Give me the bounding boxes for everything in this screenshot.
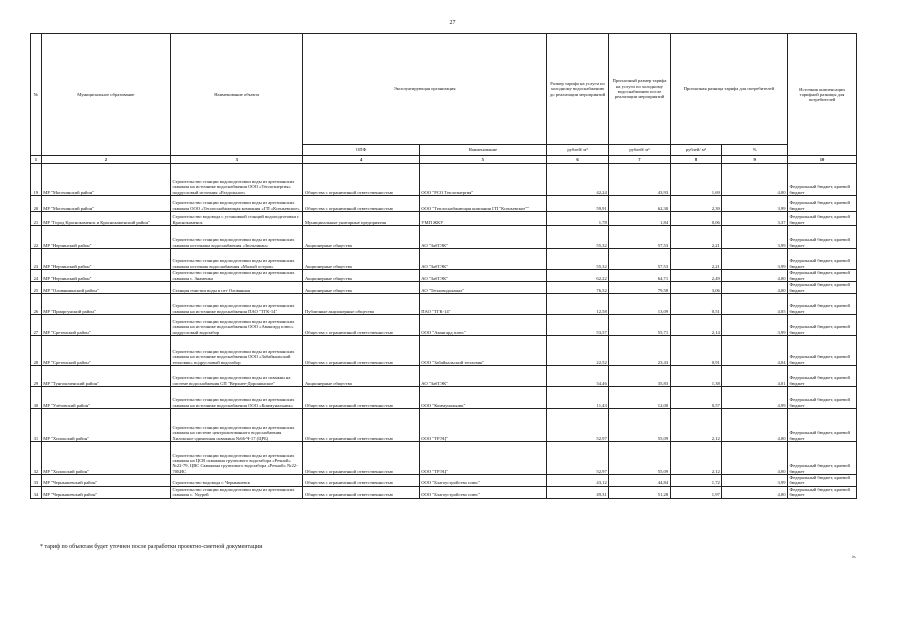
header-source: Источник компенсации тарифной разницы для потребителей <box>788 34 857 156</box>
tariff-current-cell: 43,12 <box>546 475 608 487</box>
diff-percent-cell: 3,99 <box>722 315 788 336</box>
source-cell: Федеральный бюджет, краевой бюджет <box>788 366 857 387</box>
object-cell: Строительство водовода г. Чернышевск <box>170 475 302 487</box>
header-num: № <box>31 34 42 156</box>
operator-name-cell: АО "ЗабТЭК" <box>419 366 546 387</box>
tariff-forecast-cell: 23,43 <box>609 336 670 366</box>
table-row <box>31 315 857 336</box>
opf-cell: Публичные акционерные общества <box>303 294 419 315</box>
diff-percent-cell: 4,04 <box>722 336 788 366</box>
object-cell: Станция очистки воды в пгт Оловянная <box>170 282 302 294</box>
opf-cell: Общества с ограниченной ответственностью <box>303 387 419 409</box>
tariff-current-cell: 55,32 <box>546 226 608 249</box>
diff-rub-cell: 1,72 <box>670 475 722 487</box>
header-unit-diff: рублей/ м³ <box>670 145 722 156</box>
col-number: 5 <box>419 156 546 164</box>
municipality-cell: МР "Хилокский район" <box>41 442 170 475</box>
diff-percent-cell: 3,99 <box>722 226 788 249</box>
col-number: 4 <box>303 156 419 164</box>
source-cell: Федеральный бюджет, краевой бюджет <box>788 212 857 226</box>
opf-cell: Акционерные общества <box>303 282 419 294</box>
opf-cell: Акционерные общества <box>303 366 419 387</box>
object-cell: Строительство станции водоподготовки воды из артезианских скважин источника водоснабжения «Зюльзикан» <box>170 226 302 249</box>
row-number: 34 <box>31 486 42 498</box>
opf-cell: Акционерные общества <box>303 249 419 270</box>
row-number: 22 <box>31 226 42 249</box>
col-number: 8 <box>670 156 722 164</box>
row-number: 33 <box>31 475 42 487</box>
diff-rub-cell: 0,57 <box>670 387 722 409</box>
operator-name-cell: ООО "Теплоснабжающая компания ГП "Ксеньевское"" <box>419 196 546 212</box>
tariff-forecast-cell: 64,71 <box>609 270 670 282</box>
diff-percent-cell: 4,00 <box>722 442 788 475</box>
source-cell: Федеральный бюджет, краевой бюджет <box>788 442 857 475</box>
municipality-cell: МР "Приаргунский район" <box>41 294 170 315</box>
object-cell: Строительство станции водоподготовки воды из артезианских скважин на системе централизованного водоснабжения Хилокское одиночная скважина №66-Ч-17 (ЦРБ) <box>170 409 302 442</box>
tariff-forecast-cell: 12,00 <box>609 387 670 409</box>
opf-cell: Муниципальные унитарные предприятия <box>303 212 419 226</box>
operator-name-cell: ООО "ТРЭЦ" <box>419 409 546 442</box>
object-cell: Строительство станции водоподготовки воды из артезианских скважин с. Знаменка <box>170 270 302 282</box>
row-number: 30 <box>31 387 42 409</box>
header-unit-current: рублей/ м³ <box>546 145 608 156</box>
tariff-current-cell: 34,46 <box>546 366 608 387</box>
diff-rub-cell: 2,49 <box>670 270 722 282</box>
operator-name-cell: ООО "Забайкальский тепловик" <box>419 336 546 366</box>
row-number: 19 <box>31 164 42 196</box>
table-row <box>31 442 857 475</box>
tariff-current-cell: 53,57 <box>546 315 608 336</box>
header-operator: Эксплуатирующая организация <box>303 34 546 145</box>
diff-rub-cell: 2,14 <box>670 315 722 336</box>
row-number: 23 <box>31 249 42 270</box>
opf-cell: Общества с ограниченной ответственностью <box>303 196 419 212</box>
municipality-cell: МР "Тунгокоченский район" <box>41 366 170 387</box>
diff-percent-cell: 4,00 <box>722 409 788 442</box>
object-cell: Строительство станции водоподготовки воды из скважин на системе водоснабжения СП "Верхнее-Доронинское" <box>170 366 302 387</box>
source-cell: Федеральный бюджет, краевой бюджет <box>788 387 857 409</box>
operator-name-cell: ООО "РСО Теплоэнергия" <box>419 164 546 196</box>
opf-cell: Общества с ограниченной ответственностью <box>303 475 419 487</box>
opf-cell: Общества с ограниченной ответственностью <box>303 486 419 498</box>
diff-percent-cell: 4,00 <box>722 164 788 196</box>
row-number: 26 <box>31 294 42 315</box>
tariff-forecast-cell: 43,93 <box>609 164 670 196</box>
object-cell: Строительство станции водоподготовки воды из артезианских скважин на источнике водоснабжения ООО «Авангард плюс» подрусловый водозабор <box>170 315 302 336</box>
table-row <box>31 196 857 212</box>
tariff-current-cell: 76,52 <box>546 282 608 294</box>
object-cell: Строительство станции водоподготовки воды из артезианских скважин источник водоснабжения «Малый остров» <box>170 249 302 270</box>
header-diff: Прогнозная разница тарифа для потребителей <box>670 34 787 145</box>
municipality-cell: МР "Улётовский район" <box>41 387 170 409</box>
object-cell: Строительство станции водоподготовки воды из артезианских скважин на источнике водоснабжения ООО «Коммунальник» <box>170 387 302 409</box>
footnote: * тариф по объектам будет уточнен после разработки проектно-сметной документации <box>40 544 263 550</box>
diff-rub-cell: 2,21 <box>670 249 722 270</box>
table-row <box>31 270 857 282</box>
diff-percent-cell: 3,99 <box>722 249 788 270</box>
operator-name-cell: ООО "Благоустройство плюс" <box>419 486 546 498</box>
source-cell: Федеральный бюджет, краевой бюджет <box>788 249 857 270</box>
source-cell: Федеральный бюджет, краевой бюджет <box>788 270 857 282</box>
diff-percent-cell: 4,00 <box>722 282 788 294</box>
col-number: 2 <box>41 156 170 164</box>
diff-rub-cell: 2,39 <box>670 196 722 212</box>
tariff-forecast-cell: 62,30 <box>609 196 670 212</box>
tariff-current-cell: 1,78 <box>546 212 608 226</box>
row-number: 24 <box>31 270 42 282</box>
diff-percent-cell: 3,37 <box>722 212 788 226</box>
row-number: 29 <box>31 366 42 387</box>
tariff-forecast-cell: 35,83 <box>609 366 670 387</box>
municipality-cell: МР "Чернышевский район" <box>41 475 170 487</box>
header-tariff-forecast: Прогнозный размер тарифа на услуги по холодному водоснабжению после реализации мероприятий <box>609 34 670 145</box>
tariff-forecast-cell: 55,09 <box>609 442 670 475</box>
municipality-cell: МР "Могочинский район" <box>41 164 170 196</box>
opf-cell: Общества с ограниченной ответственностью <box>303 336 419 366</box>
object-cell: Строительство станции водоподготовки воды из артезианских скважин с. Укурей <box>170 486 302 498</box>
municipality-cell: МР "Нерчинский район" <box>41 226 170 249</box>
header-opf: ОПФ <box>303 145 419 156</box>
col-number: 7 <box>609 156 670 164</box>
source-cell: Федеральный бюджет, краевой бюджет <box>788 294 857 315</box>
municipality-cell: МР "Нерчинский район" <box>41 249 170 270</box>
table-row <box>31 336 857 366</box>
tariff-current-cell: 22,52 <box>546 336 608 366</box>
row-number: 32 <box>31 442 42 475</box>
table-row <box>31 226 857 249</box>
tariff-current-cell: 11,43 <box>546 387 608 409</box>
table-row <box>31 366 857 387</box>
table-row <box>31 249 857 270</box>
opf-cell: Общества с ограниченной ответственностью <box>303 409 419 442</box>
table-row <box>31 409 857 442</box>
row-number: 27 <box>31 315 42 336</box>
operator-name-cell: УМП ЖКУ <box>419 212 546 226</box>
row-number: 25 <box>31 282 42 294</box>
diff-percent-cell: 4,01 <box>722 366 788 387</box>
header-object: Наименование объекта <box>170 34 302 156</box>
col-number: 3 <box>170 156 302 164</box>
table-row <box>31 212 857 226</box>
tariff-current-cell: 52,97 <box>546 442 608 475</box>
col-number: 10 <box>788 156 857 164</box>
table-row <box>31 164 857 196</box>
object-cell: Строительство станции водоподготовки воды из артезианских скважин на ЦСВ скважина группового водозабора «Речной» №22-79, ЦВС Скважина группового водозабора «Речной» №22-70БИС <box>170 442 302 475</box>
table-row <box>31 387 857 409</box>
page-number: 27 <box>449 20 456 26</box>
object-cell: Строительство станции водоподготовки воды из артезианских скважин на источнике водоснабжения ООО «Теплоэнергия» подрусловый источник «Раздольное» <box>170 164 302 196</box>
tariff-forecast-cell: 57,53 <box>609 226 670 249</box>
row-number: 20 <box>31 196 42 212</box>
diff-rub-cell: 1,69 <box>670 164 722 196</box>
diff-rub-cell: 1,38 <box>670 366 722 387</box>
col-number: 9 <box>722 156 788 164</box>
opf-cell: Общества с ограниченной ответственностью <box>303 164 419 196</box>
source-cell: Федеральный бюджет, краевой бюджет <box>788 409 857 442</box>
source-cell: Федеральный бюджет, краевой бюджет <box>788 336 857 366</box>
tariff-current-cell: 59,91 <box>546 196 608 212</box>
opf-cell: Акционерные общества <box>303 270 419 282</box>
tariff-forecast-cell: 55,09 <box>609 409 670 442</box>
diff-rub-cell: 1,97 <box>670 486 722 498</box>
table-row <box>31 282 857 294</box>
tariff-forecast-cell: 51,28 <box>609 486 670 498</box>
operator-name-cell: АО "ЗабТЭК" <box>419 270 546 282</box>
diff-rub-cell: 2,21 <box>670 226 722 249</box>
tariff-forecast-cell: 57,53 <box>609 249 670 270</box>
header-municipality: Муниципальное образование <box>41 34 170 156</box>
col-number: 6 <box>546 156 608 164</box>
col-number: 1 <box>31 156 42 164</box>
header-name: Наименование <box>419 145 546 156</box>
municipality-cell: МР "Нерчинский район" <box>41 270 170 282</box>
tariff-current-cell: 55,32 <box>546 249 608 270</box>
object-cell: Строительство станции водоподготовки воды из артезианских скважин ООО «Теплоснабжающая компания «ГП «Ксеньевское» <box>170 196 302 212</box>
diff-rub-cell: 0,51 <box>670 294 722 315</box>
diff-rub-cell: 0,91 <box>670 336 722 366</box>
tariff-table <box>30 33 857 499</box>
tariff-forecast-cell: 13,09 <box>609 294 670 315</box>
tariff-current-cell: 52,97 <box>546 409 608 442</box>
diff-percent-cell: 4,00 <box>722 486 788 498</box>
diff-rub-cell: 2,12 <box>670 442 722 475</box>
tariff-forecast-cell: 55,71 <box>609 315 670 336</box>
row-number: 21 <box>31 212 42 226</box>
table-row <box>31 475 857 487</box>
operator-name-cell: АО "ЗабТЭК" <box>419 249 546 270</box>
header-percent: % <box>722 145 788 156</box>
object-cell: Строительство станции водоподготовки воды из артезианских скважин на источнике водоснабжения ООО «Забайкальский тепловик» подрусловый водозабор <box>170 336 302 366</box>
diff-percent-cell: 3,99 <box>722 475 788 487</box>
diff-rub-cell: 2,12 <box>670 409 722 442</box>
diff-percent-cell: 4,99 <box>722 387 788 409</box>
tariff-forecast-cell: 44,84 <box>609 475 670 487</box>
operator-name-cell: ООО "Авангард плюс" <box>419 315 546 336</box>
operator-name-cell: АО "Тепловодоканал" <box>419 282 546 294</box>
tariff-current-cell: 49,31 <box>546 486 608 498</box>
table-row <box>31 294 857 315</box>
header-unit-forecast: рублей/ м³ <box>609 145 670 156</box>
municipality-cell: МР "Сретенский район" <box>41 336 170 366</box>
tariff-current-cell: 42,24 <box>546 164 608 196</box>
tariff-current-cell: 12,58 <box>546 294 608 315</box>
closing-quote: ». <box>852 554 857 560</box>
opf-cell: Акционерные общества <box>303 226 419 249</box>
operator-name-cell: ООО "Коммунальник" <box>419 387 546 409</box>
diff-percent-cell: 4,05 <box>722 294 788 315</box>
tariff-current-cell: 62,22 <box>546 270 608 282</box>
source-cell: Федеральный бюджет, краевой бюджет <box>788 486 857 498</box>
opf-cell: Общества с ограниченной ответственностью <box>303 315 419 336</box>
source-cell: Федеральный бюджет, краевой бюджет <box>788 475 857 487</box>
row-number: 31 <box>31 409 42 442</box>
tariff-forecast-cell: 79,58 <box>609 282 670 294</box>
municipality-cell: МР "Чернышевский район" <box>41 486 170 498</box>
municipality-cell: МР "Могочинский район" <box>41 196 170 212</box>
table-row <box>31 486 857 498</box>
diff-percent-cell: 3,99 <box>722 196 788 212</box>
operator-name-cell: ПАО "ТГК-14" <box>419 294 546 315</box>
tariff-forecast-cell: 1,84 <box>609 212 670 226</box>
municipality-cell: МР "Сретенский район" <box>41 315 170 336</box>
municipality-cell: МР "Оловяннинский район" <box>41 282 170 294</box>
diff-rub-cell: 3,06 <box>670 282 722 294</box>
operator-name-cell: ООО "Благоустройство плюс" <box>419 475 546 487</box>
operator-name-cell: АО "ЗабТЭК" <box>419 226 546 249</box>
operator-name-cell: ООО "ТРЭЦ" <box>419 442 546 475</box>
object-cell: Строительство станции водоподготовки воды из артезианских скважин на источнике водоснабжения ПАО "ТГК-14" <box>170 294 302 315</box>
object-cell: Строительство водовода с установкой станций водоподготовки г. Краснокаменск <box>170 212 302 226</box>
header-tariff-current: Размер тарифа на услуги по холодному водоснабжению до реализации мероприятий <box>546 34 608 145</box>
source-cell: Федеральный бюджет, краевой бюджет <box>788 164 857 196</box>
municipality-cell: МР "Город Краснокаменск и Краснокаменский район" <box>41 212 170 226</box>
source-cell: Федеральный бюджет, краевой бюджет <box>788 315 857 336</box>
source-cell: Федеральный бюджет, краевой бюджет <box>788 196 857 212</box>
diff-rub-cell: 0,06 <box>670 212 722 226</box>
diff-percent-cell: 4,00 <box>722 270 788 282</box>
source-cell: Федеральный бюджет, краевой бюджет <box>788 282 857 294</box>
municipality-cell: МР "Хилокский район" <box>41 409 170 442</box>
opf-cell: Общества с ограниченной ответственностью <box>303 442 419 475</box>
row-number: 28 <box>31 336 42 366</box>
source-cell: Федеральный бюджет, краевой бюджет <box>788 226 857 249</box>
